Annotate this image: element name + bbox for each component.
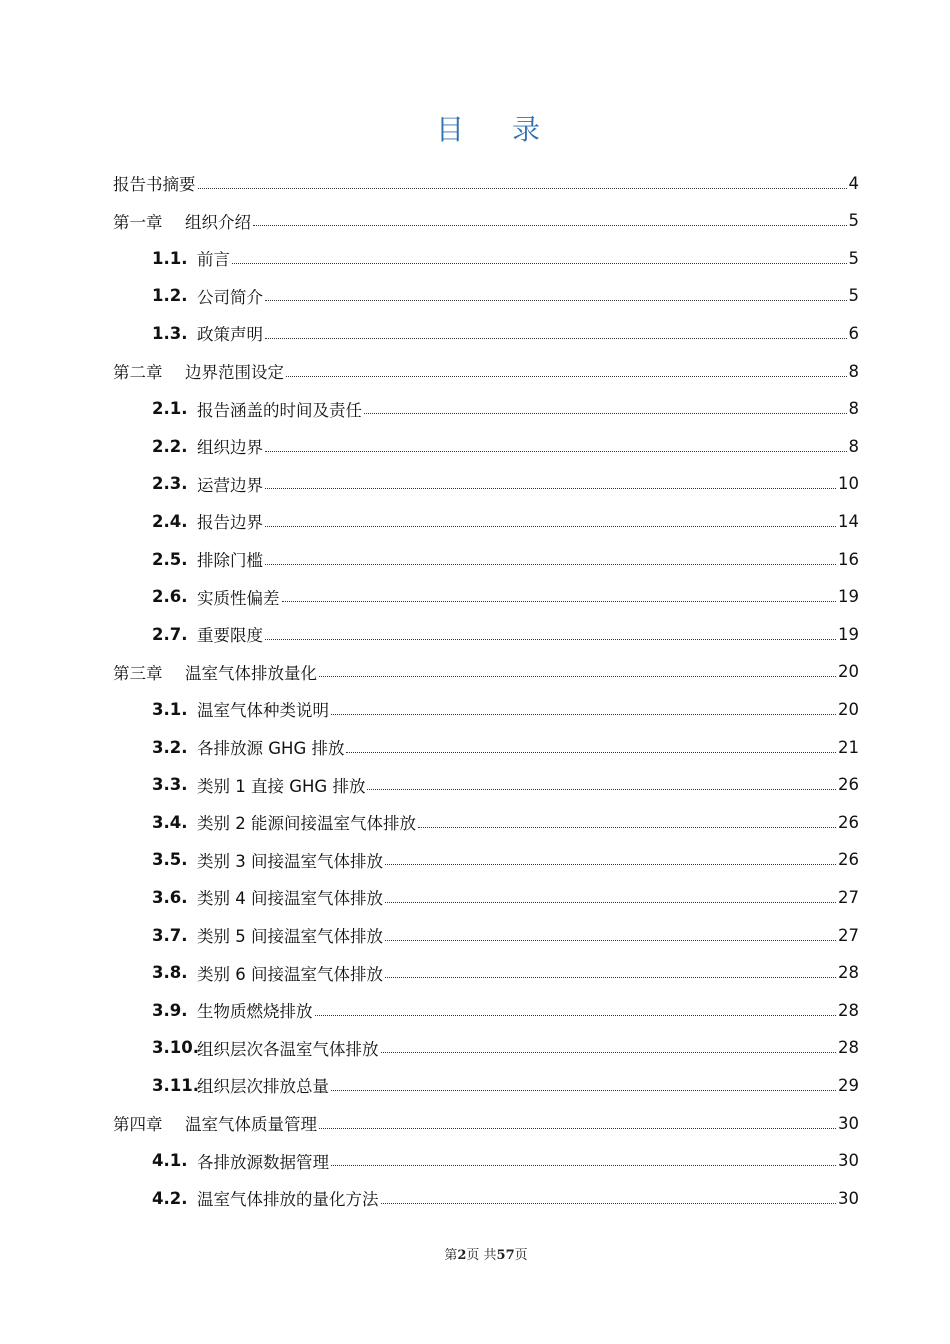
toc-entry-page: 19 xyxy=(838,587,859,607)
toc-dot-leader xyxy=(253,225,847,226)
toc-entry[interactable] xyxy=(152,239,859,277)
toc-entry-number: 3.3. xyxy=(152,775,188,795)
toc-entry-page: 27 xyxy=(838,925,859,945)
toc-entry-title: 组织层次排放总量 xyxy=(197,1077,329,1097)
toc-entry-title: 报告涵盖的时间及责任 xyxy=(197,400,362,420)
toc-dot-leader xyxy=(385,864,836,865)
toc-entry-page: 5 xyxy=(848,211,859,231)
toc-entry-number: 3.9. xyxy=(152,1000,188,1020)
toc-dot-leader xyxy=(367,789,836,790)
toc-entry-page: 8 xyxy=(848,361,859,381)
footer-suffix: 页 xyxy=(514,1248,528,1263)
toc-entry-page: 28 xyxy=(838,963,859,983)
toc-dot-leader xyxy=(364,413,847,414)
toc-entry[interactable] xyxy=(152,1066,859,1104)
toc-entry-page: 28 xyxy=(838,1000,859,1020)
toc-entry-page: 21 xyxy=(838,737,859,757)
toc-entry-title: 实质性偏差 xyxy=(197,588,280,608)
toc-entry-number: 3.8. xyxy=(152,963,188,983)
footer-prefix: 第 xyxy=(444,1248,458,1263)
toc-entry-title: 政策声明 xyxy=(197,325,263,345)
toc-entry[interactable] xyxy=(152,954,859,992)
toc-entry-page: 29 xyxy=(838,1075,859,1095)
toc-entry-number: 3.6. xyxy=(152,887,188,907)
toc-entry[interactable] xyxy=(152,314,859,352)
toc-entry-page: 6 xyxy=(848,323,859,343)
toc-dot-leader xyxy=(198,188,847,189)
toc-entry-page: 30 xyxy=(838,1113,859,1133)
toc-dot-leader xyxy=(331,714,836,715)
toc-dot-leader xyxy=(282,601,837,602)
toc-entry-page: 20 xyxy=(838,699,859,719)
toc-entry-number: 2.3. xyxy=(152,474,188,494)
toc-entry-number: 3.7. xyxy=(152,925,188,945)
toc-entry-title: 组织介绍 xyxy=(185,212,251,232)
toc-entry-page: 26 xyxy=(838,775,859,795)
toc-entry[interactable] xyxy=(152,502,859,540)
toc-entry-number: 3.10. xyxy=(152,1038,199,1058)
toc-entry-page: 30 xyxy=(838,1188,859,1208)
toc-entry-number: 3.1. xyxy=(152,699,188,719)
toc-entry[interactable] xyxy=(152,916,859,954)
toc-entry-number: 2.5. xyxy=(152,549,188,569)
toc-entry-title: 报告边界 xyxy=(197,513,263,533)
toc-entry-number: 4.1. xyxy=(152,1151,188,1171)
toc-entry-number: 1.3. xyxy=(152,323,188,343)
toc-entry[interactable] xyxy=(152,991,859,1029)
toc-entry-page: 30 xyxy=(838,1151,859,1171)
toc-entry-number: 2.4. xyxy=(152,511,188,531)
toc-entry-page: 5 xyxy=(848,286,859,306)
toc-entry[interactable] xyxy=(152,728,859,766)
toc-dot-leader xyxy=(265,451,847,452)
toc-title xyxy=(0,108,950,148)
toc-entry-title: 温室气体排放量化 xyxy=(185,663,317,683)
toc-entry-page: 20 xyxy=(838,662,859,682)
toc-dot-leader xyxy=(381,1203,837,1204)
toc-entry-number: 2.1. xyxy=(152,399,188,419)
toc-entry[interactable] xyxy=(152,390,859,428)
toc-entry-title: 排除门槛 xyxy=(197,551,263,570)
toc-entry-page: 14 xyxy=(838,511,859,531)
toc-entry[interactable] xyxy=(113,1104,859,1142)
toc-dot-leader xyxy=(265,338,847,339)
toc-entry[interactable] xyxy=(152,465,859,503)
toc-entry-title: 各排放源数据管理 xyxy=(197,1152,329,1172)
toc-entry[interactable] xyxy=(152,878,859,916)
toc-dot-leader xyxy=(385,977,836,978)
toc-entry[interactable] xyxy=(113,164,859,202)
toc-dot-leader xyxy=(385,902,836,903)
toc-dot-leader xyxy=(265,488,836,489)
toc-entry-page: 26 xyxy=(838,812,859,832)
toc-entry-title: 温室气体排放的量化方法 xyxy=(197,1190,379,1210)
toc-entry-title: 组织层次各温室气体排放 xyxy=(197,1039,379,1059)
toc-entry-title: 类别 3 间接温室气体排放 xyxy=(197,851,383,871)
toc-dot-leader xyxy=(265,526,836,527)
toc-title-part1: 目 xyxy=(435,113,466,146)
toc-entry-title: 边界范围设定 xyxy=(185,363,284,382)
toc-entry-page: 8 xyxy=(848,436,859,456)
toc-entry[interactable] xyxy=(152,766,859,804)
toc-entry-page: 4 xyxy=(848,173,859,193)
toc-entry[interactable] xyxy=(152,540,859,578)
toc-dot-leader xyxy=(265,300,847,301)
toc-entry-title: 各排放源 GHG 排放 xyxy=(197,739,345,758)
toc-entry-title: 生物质燃烧排放 xyxy=(197,1002,313,1022)
toc-entry-number: 第一章 xyxy=(113,212,163,232)
toc-entry-number: 3.5. xyxy=(152,850,188,870)
toc-entry[interactable] xyxy=(152,615,859,653)
toc-entry-number: 第四章 xyxy=(113,1115,163,1134)
toc-entry[interactable] xyxy=(113,202,859,240)
toc-dot-leader xyxy=(286,376,847,377)
toc-entry-number: 3.2. xyxy=(152,737,188,757)
toc-dot-leader xyxy=(265,564,836,565)
page-footer xyxy=(0,1244,950,1263)
footer-total-pages: 57 xyxy=(496,1248,515,1263)
toc-entry-title: 公司简介 xyxy=(197,287,263,307)
toc-entry-title: 运营边界 xyxy=(197,475,263,495)
toc-dot-leader xyxy=(331,1165,836,1166)
toc-dot-leader xyxy=(319,1128,836,1129)
toc-entry[interactable] xyxy=(113,352,859,390)
toc-entry[interactable] xyxy=(152,690,859,728)
toc-entry-number: 4.2. xyxy=(152,1188,188,1208)
toc-entry[interactable] xyxy=(152,578,859,616)
toc-title-part2: 录 xyxy=(512,113,543,146)
toc-entry-number: 第三章 xyxy=(113,663,163,683)
toc-entry[interactable] xyxy=(152,803,859,841)
toc-dot-leader xyxy=(265,639,836,640)
footer-current-page: 2 xyxy=(457,1248,467,1263)
toc-entry-page: 10 xyxy=(838,474,859,494)
toc-dot-leader xyxy=(346,752,836,753)
toc-entry-title: 重要限度 xyxy=(197,626,263,646)
toc-entry[interactable] xyxy=(113,653,859,691)
toc-entry-title: 温室气体种类说明 xyxy=(197,701,329,721)
toc-entry-page: 26 xyxy=(838,850,859,870)
toc-entry-page: 19 xyxy=(838,624,859,644)
toc-entry-title: 前言 xyxy=(197,250,230,270)
toc-entry-number: 3.4. xyxy=(152,812,188,832)
toc-entry[interactable] xyxy=(152,1179,859,1217)
toc-dot-leader xyxy=(381,1052,837,1053)
toc-dot-leader xyxy=(319,676,836,677)
toc-entry-title: 报告书摘要 xyxy=(113,175,196,194)
toc-entry-title: 类别 4 间接温室气体排放 xyxy=(197,889,383,909)
toc-entry-number: 1.2. xyxy=(152,286,188,306)
toc-entry-number: 3.11. xyxy=(152,1075,199,1095)
toc-entry[interactable] xyxy=(152,277,859,315)
toc-entry-title: 类别 2 能源间接温室气体排放 xyxy=(197,814,416,834)
toc-dot-leader xyxy=(232,263,847,264)
toc-entry-number: 2.7. xyxy=(152,624,188,644)
toc-entry-number: 第二章 xyxy=(113,363,163,382)
footer-mid: 页 共 xyxy=(466,1248,497,1263)
toc-entry-title: 类别 6 间接温室气体排放 xyxy=(197,964,383,984)
toc-entry-number: 1.1. xyxy=(152,248,188,268)
toc-entry[interactable] xyxy=(152,1142,859,1180)
toc-entry-title: 温室气体质量管理 xyxy=(185,1115,317,1134)
toc-entry-number: 2.6. xyxy=(152,587,188,607)
toc-entry-title: 类别 5 间接温室气体排放 xyxy=(197,927,383,946)
toc-entry-title: 组织边界 xyxy=(197,438,263,458)
toc-dot-leader xyxy=(385,940,836,941)
toc-entry[interactable] xyxy=(152,427,859,465)
toc-entry-title: 类别 1 直接 GHG 排放 xyxy=(197,776,366,796)
toc-entry-page: 27 xyxy=(838,887,859,907)
toc-dot-leader xyxy=(315,1015,837,1016)
toc-dot-leader xyxy=(418,827,836,828)
toc-entry-page: 8 xyxy=(848,399,859,419)
toc-entry-number: 2.2. xyxy=(152,436,188,456)
toc-entry[interactable] xyxy=(152,841,859,879)
toc-entry-page: 5 xyxy=(848,248,859,268)
toc-entry-page: 16 xyxy=(838,549,859,569)
toc-dot-leader xyxy=(331,1090,836,1091)
toc-entry[interactable] xyxy=(152,1029,859,1067)
toc-entry-page: 28 xyxy=(838,1038,859,1058)
